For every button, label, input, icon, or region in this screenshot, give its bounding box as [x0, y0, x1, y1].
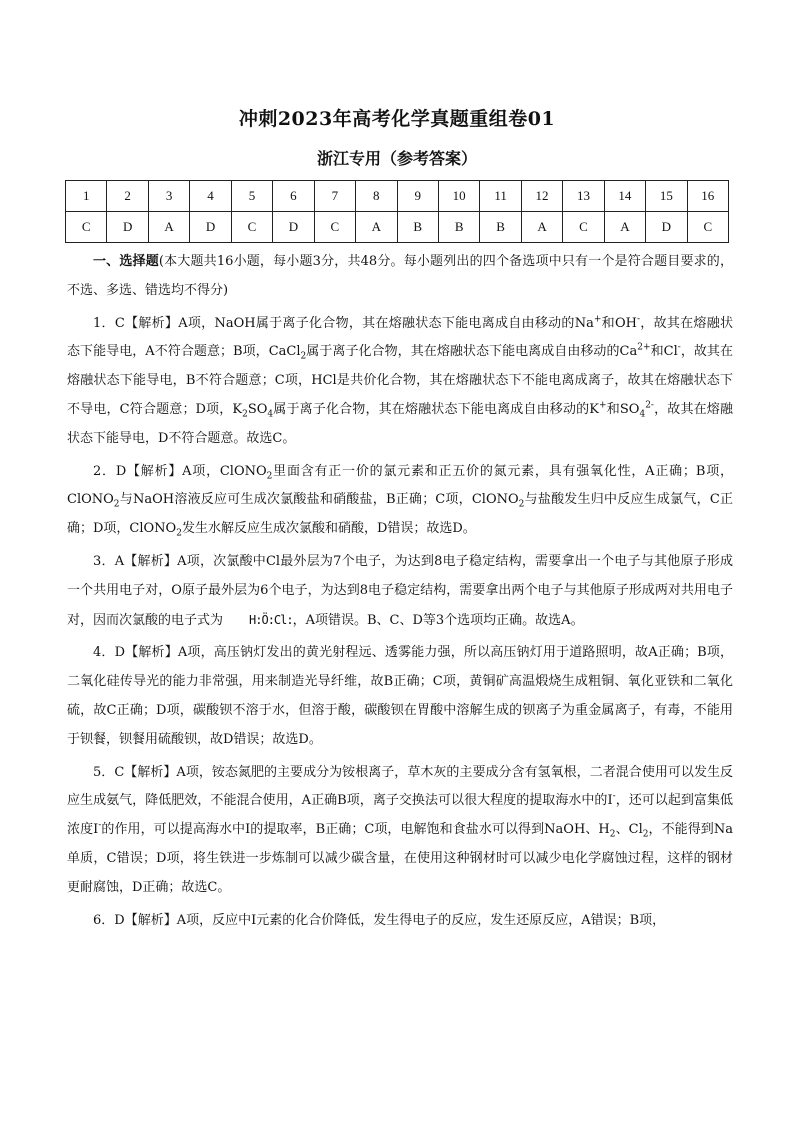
- superscript: 2-: [645, 400, 654, 411]
- answer-cell: C: [563, 212, 604, 243]
- answer-table: [65, 180, 729, 243]
- answer-cell: A: [148, 212, 189, 243]
- explanation-q1: [67, 310, 733, 454]
- question-number-cell: 6: [273, 181, 314, 212]
- superscript: -: [612, 792, 616, 803]
- text-run: 属于离子化合物，其在熔融状态下能电离成自由移动的Ca: [306, 344, 638, 360]
- text-run: 3．A【解析】A项，次氯酸中Cl最外层为7个电子，为达到8电子稳定结构，需要拿出一个电子与其他原子形成一个共用电子对，O原子最外层为6个电子，为达到8电子稳定结构，需要拿出两个电子与其他原子形成两对共用电子对，因而次氯酸的电子式为: [67, 553, 733, 628]
- question-number-cell: 4: [190, 181, 231, 212]
- text-run: 2．D【解析】A项，ClONO: [93, 463, 267, 479]
- text-run: 里面含有正一价的氯元素和正五价的氮元素，具有强氧化性，A正确；B项，ClONO: [67, 463, 733, 508]
- superscript: 2+: [637, 343, 651, 354]
- text-run: 的作用，可以提高海水中I的提取率，B正确；C项，电解饱和食盐水可以得到NaOH、H: [101, 822, 610, 838]
- text-run: 与NaOH溶液反应可生成次氯酸盐和硝酸盐，B正确；C项，ClONO: [119, 492, 519, 508]
- subscript: 2: [300, 351, 307, 362]
- question-number-cell: 2: [107, 181, 148, 212]
- question-number-cell: 7: [314, 181, 355, 212]
- answer-cell: D: [273, 212, 314, 243]
- question-number-cell: 8: [356, 181, 397, 212]
- superscript: -: [98, 820, 102, 831]
- section-intro: [67, 248, 733, 306]
- subscript: 4: [267, 409, 274, 420]
- section-note: (本大题共16小题，每小题3分，共48分。每小题列出的四个备选项中只有一个是符合题目要求的，不选、多选、错选均不得分): [67, 254, 733, 298]
- text-run: 与盐酸发生归中反应生成氯气，C正确；D项，ClONO: [67, 492, 733, 537]
- subscript: 4: [639, 409, 646, 420]
- subscript: 2: [242, 409, 248, 420]
- question-number-cell: 14: [604, 181, 645, 212]
- answer-row: [66, 212, 729, 243]
- explanation-q6: 6．D【解析】A项，反应中I元素的化合价降低，发生得电子的反应，发生还原反应，A错误；B项，: [93, 912, 666, 928]
- question-number-cell: 9: [397, 181, 438, 212]
- answer-cell: C: [231, 212, 272, 243]
- subscript: 2: [113, 499, 120, 510]
- page-title: 冲刺2023年高考化学真题重组卷01: [238, 108, 556, 130]
- answer-cell: A: [356, 212, 397, 243]
- question-number-row: [66, 181, 729, 212]
- superscript: +: [593, 314, 602, 325]
- text-run: 和SO: [606, 401, 640, 417]
- text-run: ，故其在熔融状态下能导电，D不符合题意。故选C。: [67, 401, 733, 446]
- superscript: -: [636, 314, 640, 325]
- subscript: 2: [642, 829, 649, 840]
- text-run: ，还可以起到富集低浓度I: [67, 793, 733, 838]
- superscript: +: [599, 400, 607, 411]
- subscript: 2: [176, 528, 182, 539]
- answer-cell: A: [521, 212, 562, 243]
- answer-cell: D: [190, 212, 231, 243]
- subscript: 2: [518, 499, 525, 510]
- question-number-cell: 1: [66, 181, 107, 212]
- answer-cell: C: [66, 212, 107, 243]
- subscript: 2: [609, 829, 616, 840]
- explanation-q2: [67, 458, 733, 544]
- section-heading: 一、选择题: [93, 254, 159, 269]
- answer-explanations: [67, 248, 733, 935]
- answer-cell: D: [107, 212, 148, 243]
- text-run: 属于离子化合物，其在熔融状态下能电离成自由移动的K: [273, 401, 599, 417]
- answer-cell: D: [646, 212, 687, 243]
- text-run: 、Cl: [615, 822, 643, 838]
- question-number-cell: 16: [687, 181, 728, 212]
- question-number-cell: 11: [480, 181, 521, 212]
- question-number-cell: 10: [438, 181, 479, 212]
- question-number-cell: 12: [521, 181, 562, 212]
- explanation-q5: [67, 759, 733, 903]
- text-run: 1．C【解析】A项，NaOH属于离子化合物，其在熔融状态下能电离成自由移动的Na: [93, 315, 594, 331]
- text-run: ，A项错误。B、C、D等3个选项均正确。故选A。: [292, 612, 584, 628]
- explanation-q4: 4．D【解析】A项，高压钠灯发出的黄光射程远、透雾能力强，所以高压钠灯用于道路照明，故A正确；B项，二氧化硅传导光的能力非常强，用来制造光导纤维，故B正确；C项，黄铜矿高温煅烧生成粗铜、氧化亚铁和二氧化硫，故C正确；D项，碳酸钡不溶于水，但溶于酸，碳酸钡在胃酸中溶解生成的钡离子为重金属离子，有毒，不能用于钡餐，钡餐用硫酸钡，故D错误；故选D。: [67, 645, 733, 747]
- answer-cell: B: [397, 212, 438, 243]
- text-run: ，故其在熔融状态下能导电，B不符合题意；C项，HCl是共价化合物，其在熔融状态下不能电离成离子，故其在熔融状态下不导电，C符合题意；D项，K: [67, 344, 733, 417]
- answer-cell: A: [604, 212, 645, 243]
- hypochlorous-acid-electron-formula: H:Ö:Cl:: [249, 612, 293, 627]
- question-number-cell: 15: [646, 181, 687, 212]
- question-number-cell: 13: [563, 181, 604, 212]
- explanation-q3: [67, 548, 733, 635]
- page-subtitle: 浙江专用（参考答案）: [316, 149, 477, 168]
- answer-cell: C: [314, 212, 355, 243]
- text-run: SO: [247, 401, 268, 417]
- text-run: 和OH: [601, 315, 637, 331]
- text-run: ，不能得到Na单质，C错误；D项，将生铁进一步炼制可以减少碳含量，在使用这种钢材时可以减少电化学腐蚀过程，这样的钢材更耐腐蚀，D正确；故选C。: [67, 822, 733, 895]
- text-run: 发生水解反应生成次氯酸和硝酸，D错误；故选D。: [181, 521, 476, 537]
- question-number-cell: 5: [231, 181, 272, 212]
- text-run: 和Cl: [650, 344, 678, 360]
- question-number-cell: 3: [148, 181, 189, 212]
- answer-cell: C: [687, 212, 728, 243]
- text-run: 5．C【解析】A项，铵态氮肥的主要成分为铵根离子，草木灰的主要成分含有氢氧根，二者混合使用可以发生反应生成氨气，降低肥效，不能混合使用，A正确B项，离子交换法可以很大程度的提取海水中的I: [67, 764, 733, 809]
- answer-cell: B: [438, 212, 479, 243]
- subscript: 2: [266, 471, 273, 482]
- superscript: -: [677, 343, 681, 354]
- answer-cell: B: [480, 212, 521, 243]
- text-run: ，故其在熔融状态下能导电，A不符合题意；B项，CaCl: [67, 315, 733, 360]
